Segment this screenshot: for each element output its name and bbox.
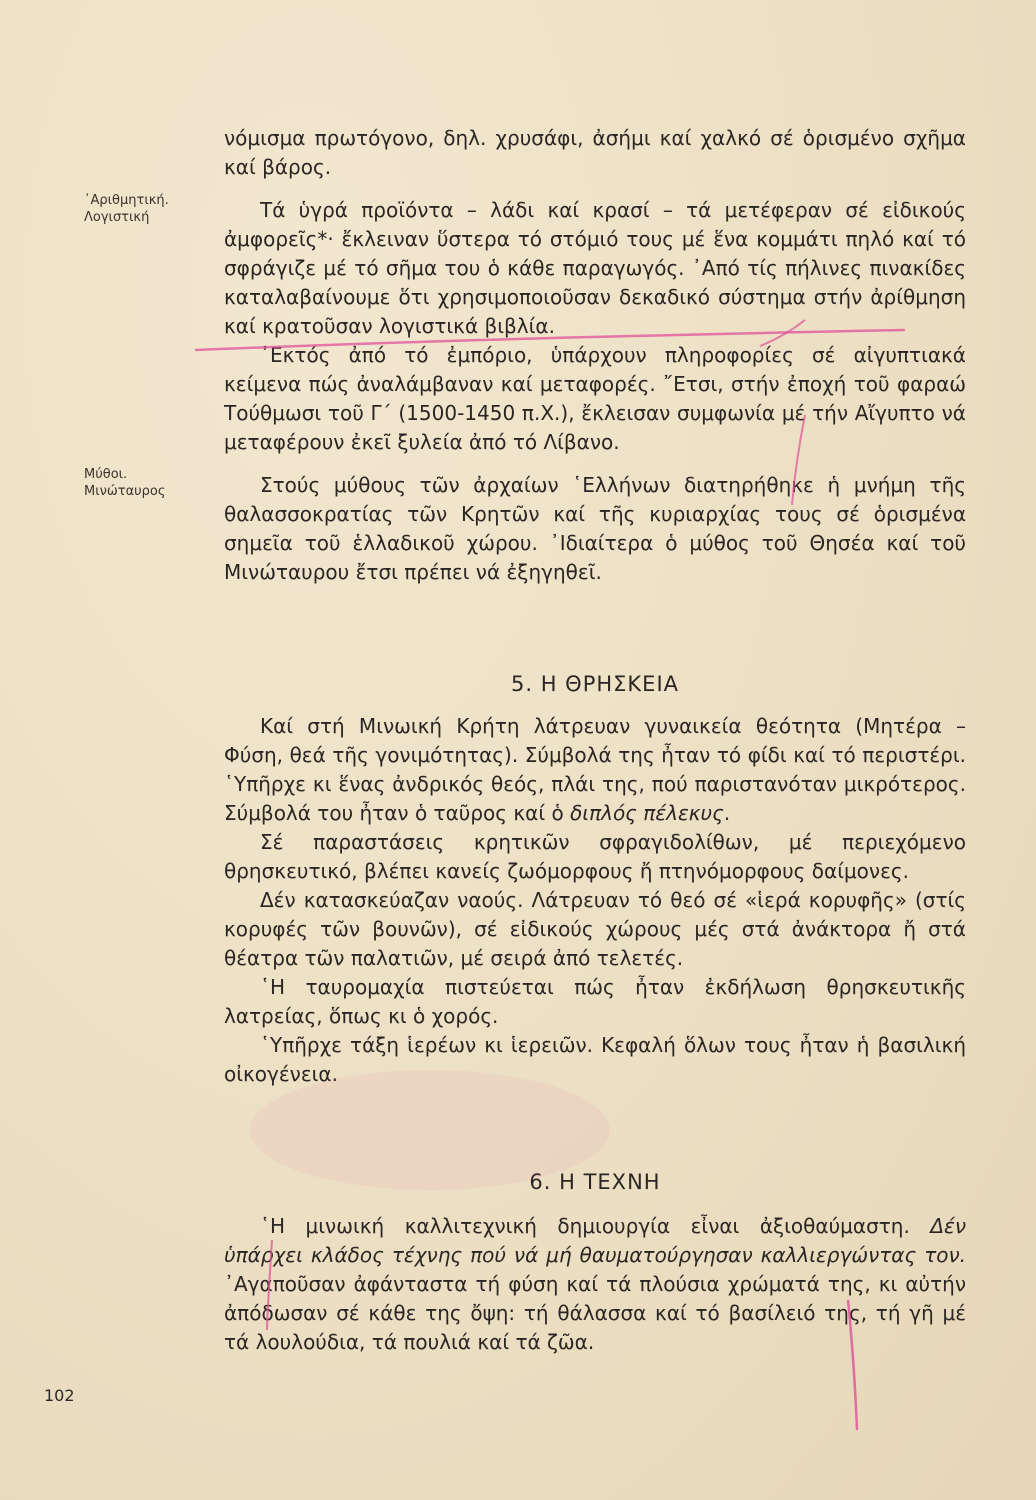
paragraph-coinage: νόμισμα πρωτόγονο, δηλ. χρυσάφι, ἀσήμι καί χαλκό σέ ὁρισμένο σχῆμα καί βάρος. bbox=[224, 126, 966, 179]
paragraph-goddess-text: Καί στή Μινωική Κρήτη λάτρευαν γυναικεία θεότητα (Μητέρα – Φύση, θεά τῆς γονιμότητας). Σύμβολά της ἦταν τό φίδι καί τό περιστέρι. ῾Υπῆρχε κι ἕνας ἀνδρικός θεός, πλάι της, πού παριστανόταν μικρότερος. Σύμβολά του ἦταν ὁ ταῦρος καί ὁ bbox=[224, 714, 966, 825]
paragraph-bullfighting: ῾Η ταυρομαχία πιστεύεται πώς ἦταν ἐκδήλωση θρησκευτικῆς λατρείας, ὅπως κι ὁ χορός. bbox=[224, 975, 966, 1028]
art-text-block bbox=[224, 1212, 966, 1357]
section-heading-religion: 5. Η ΘΡΗΣΚΕΙΑ bbox=[510, 672, 680, 696]
page-number: 102 bbox=[44, 1386, 75, 1405]
margin-note-myths: Μύθοι. Μινώταυρος bbox=[84, 467, 166, 499]
paragraph-art-text: ῾Η μινωική καλλιτεχνική δημιουργία εἶναι ἀξιοθαύμαστη. bbox=[260, 1214, 931, 1238]
paragraph-amphorae: Τά ὑγρά προϊόντα – λάδι καί κρασί – τά μετέφεραν σέ εἰδικούς ἀμφορεῖς*· ἔκλειναν ὕστερα τό στόμιό τους μέ ἕνα κομμάτι πηλό καί τό σφράγιζε μέ τό σῆμα του ὁ κάθε παραγωγός. ᾿Από τίς πήλινες πινακίδες καταλαβαίνουμε ὅτι χρησιμοποιοῦσαν δεκαδικό σύστημα στήν ἀρίθμηση καί κρατοῦσαν λογιστικά βιβλία. bbox=[224, 198, 966, 338]
paragraph-goddess-end: . bbox=[723, 801, 731, 825]
paragraph-transport: ᾿Εκτός ἀπό τό ἐμπόριο, ὑπάρχουν πληροφορίες σέ αἰγυπτιακά κείμενα πώς ἀναλάμβαναν καί μεταφορές. ῎Ετσι, στήν ἐποχή τοῦ φαραώ Τούθμωσι τοῦ Γ΄ (1500-1450 π.Χ.), ἔκλεισαν συμφωνία μέ τήν Αἴγυπτο νά μεταφέρουν ἐκεῖ ξυλεία ἀπό τό Λίβανο. bbox=[224, 343, 966, 454]
art-emphasis: Δέν ὑπάρχει κλάδος τέχνης πού νά μή θαυματούργησαν καλλιεργώντας τον. bbox=[224, 1214, 966, 1267]
paragraph-temples: Δέν κατασκεύαζαν ναούς. Λάτρευαν τό θεό σέ «ἱερά κορυφῆς» (στίς κορυφές τῶν βουνῶν), σέ εἰδικούς χώρους μές στά ἀνάκτορα ἤ στά θέατρα τῶν παλατιῶν, μέ σειρά ἀπό τελετές. bbox=[224, 888, 966, 970]
paragraph-seals: Σέ παραστάσεις κρητικῶν σφραγιδολίθων, μέ περιεχόμενο θρησκευτικό, βλέπει κανείς ζωόμορφους ἤ πτηνόμορφους δαίμονες. bbox=[224, 830, 966, 883]
paragraph-priests: ῾Υπῆρχε τάξη ἱερέων κι ἱερειῶν. Κεφαλή ὅλων τους ἦταν ἡ βασιλική οἰκογένεια. bbox=[224, 1033, 966, 1086]
paragraph-myths: Στούς μύθους τῶν ἀρχαίων ῾Ελλήνων διατηρήθηκε ἡ μνήμη τῆς θαλασσοκρατίας τῶν Κρητῶν καί τῆς κυριαρχίας τους σέ ὁρισμένα σημεῖα τοῦ ἑλλαδικοῦ χώρου. ᾿Ιδιαίτερα ὁ μύθος τοῦ Θησέα καί τοῦ Μινώταυρου ἔτσι πρέπει νά ἐξηγηθεῖ. bbox=[224, 473, 966, 584]
paragraph-art-end: ᾿Αγαποῦσαν ἀφάνταστα τή φύση καί τά πλούσια χρώματά της, κι αὐτήν ἀπόδωσαν σέ κάθε της ὄψη: τή θάλασσα καί τό βασίλειό της, τή γῆ μέ τά λουλούδια, τά πουλιά καί τά ζῶα. bbox=[224, 1272, 966, 1354]
double-axe-term: διπλός πέλεκυς bbox=[570, 801, 724, 825]
section-heading-art: 6. Η ΤΕΧΝΗ bbox=[529, 1170, 661, 1194]
margin-note-arithmetic: ᾿Αριθμητική. Λογιστική bbox=[84, 193, 169, 225]
top-text-block bbox=[224, 124, 966, 587]
paragraph-art bbox=[224, 1212, 966, 1357]
religion-text-block bbox=[224, 712, 966, 1089]
paragraph-goddess bbox=[224, 712, 966, 828]
